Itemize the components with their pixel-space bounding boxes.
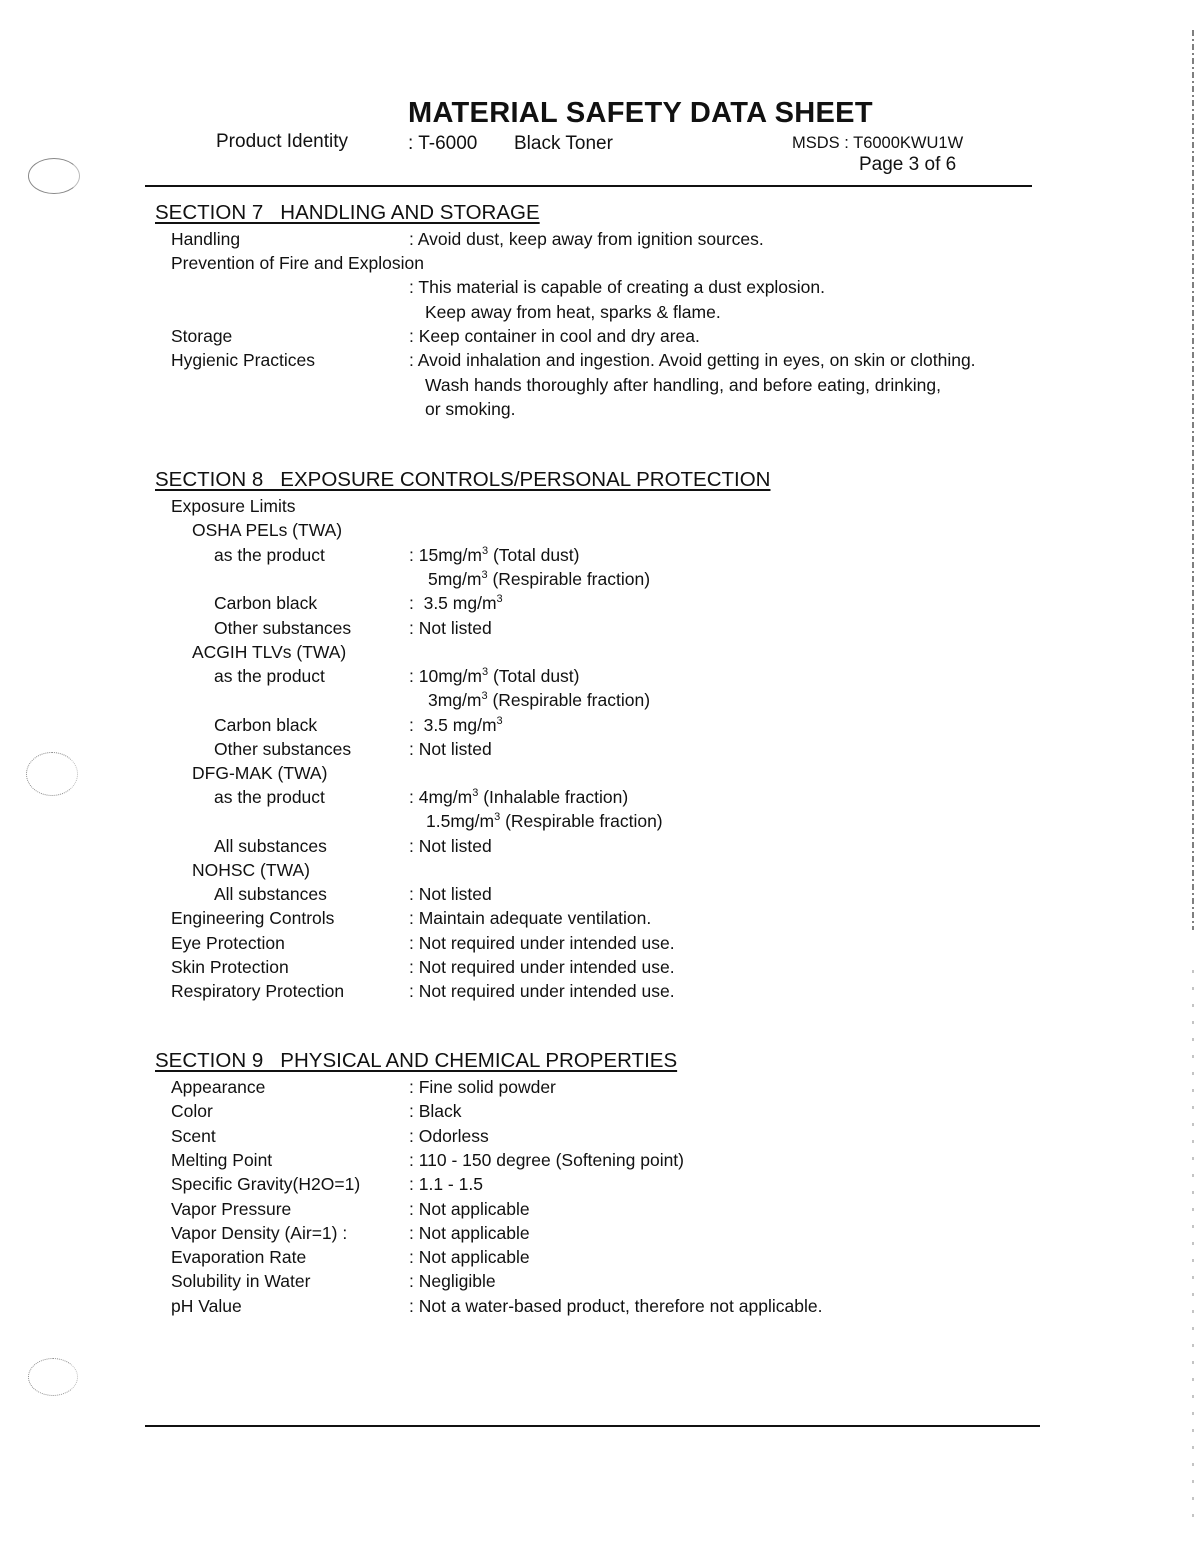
- hygienic-line-2: Wash hands thoroughly after handling, and before eating, drinking,: [425, 375, 941, 395]
- prevention-line-2: Keep away from heat, sparks & flame.: [425, 302, 721, 322]
- punch-hole-bottom: [28, 1358, 78, 1396]
- osha-product-value-2: $5mg/m^3$ (Respirable fraction): [428, 569, 651, 589]
- property-label: Solubility in Water: [171, 1271, 311, 1291]
- section-7-heading: SECTION 7 HANDLING AND STORAGE: [155, 201, 540, 224]
- acgih-carbon-value: : 3.5 $mg/m^3$: [409, 715, 503, 735]
- section-9-heading: SECTION 9 PHYSICAL AND CHEMICAL PROPERTIES: [155, 1049, 678, 1072]
- handling-label: Handling: [171, 229, 241, 249]
- scan-edge-mark: [1179, 30, 1201, 1530]
- product-identity-value: : T-6000: [408, 133, 478, 154]
- hygienic-label: Hygienic Practices: [171, 350, 315, 370]
- acgih-product-value-1: : $10mg/m^3$ (Total dust): [409, 666, 580, 686]
- eye-protection-value: : Not required under intended use.: [409, 933, 675, 953]
- osha-heading: OSHA PELs (TWA): [192, 520, 343, 540]
- property-value: : 1.1 - 1.5: [409, 1174, 483, 1194]
- osha-other-label: Other substances: [214, 618, 352, 638]
- dfg-product-label: as the product: [214, 787, 325, 807]
- property-value: : Not applicable: [409, 1199, 530, 1219]
- page-number: Page 3 of 6: [859, 154, 957, 175]
- property-value: : Odorless: [409, 1126, 489, 1146]
- dfg-all-value: : Not listed: [409, 836, 492, 856]
- property-label: pH Value: [171, 1296, 242, 1316]
- respiratory-protection-value: : Not required under intended use.: [409, 981, 675, 1001]
- acgih-heading: ACGIH TLVs (TWA): [192, 642, 347, 662]
- property-label: Vapor Density (Air=1) :: [171, 1223, 348, 1243]
- skin-protection-label: Skin Protection: [171, 957, 289, 977]
- footer-rule: [145, 1425, 1040, 1427]
- nohsc-all-label: All substances: [214, 884, 327, 904]
- storage-value: : Keep container in cool and dry area.: [409, 326, 700, 346]
- prevention-line-1: : This material is capable of creating a dust explosion.: [409, 277, 826, 297]
- section-8-heading: SECTION 8 EXPOSURE CONTROLS/PERSONAL PROTECTION: [155, 468, 771, 491]
- punch-hole-top: [28, 158, 80, 194]
- osha-product-value-1: : $15mg/m^3$ (Total dust): [409, 545, 580, 565]
- property-value: : Fine solid powder: [409, 1077, 556, 1097]
- nohsc-all-value: : Not listed: [409, 884, 492, 904]
- product-identity-label: Product Identity: [216, 131, 349, 152]
- hygienic-line-3: or smoking.: [425, 399, 516, 419]
- dfg-all-label: All substances: [214, 836, 327, 856]
- document-title: MATERIAL SAFETY DATA SHEET: [408, 97, 873, 129]
- property-value: : Negligible: [409, 1271, 496, 1291]
- msds-number: MSDS : T6000KWU1W: [792, 134, 964, 152]
- engineering-controls-value: : Maintain adequate ventilation.: [409, 908, 652, 928]
- osha-product-label: as the product: [214, 545, 325, 565]
- property-label: Evaporation Rate: [171, 1247, 307, 1267]
- osha-other-value: : Not listed: [409, 618, 492, 638]
- handling-value: : Avoid dust, keep away from ignition sources.: [409, 229, 764, 249]
- dfg-product-value-1: : $4mg/m^3$ (Inhalable fraction): [409, 787, 629, 807]
- acgih-carbon-label: Carbon black: [214, 715, 318, 735]
- storage-label: Storage: [171, 326, 233, 346]
- property-value: : Not applicable: [409, 1247, 530, 1267]
- product-name: Black Toner: [514, 133, 613, 154]
- property-value: : Not applicable: [409, 1223, 530, 1243]
- skin-protection-value: : Not required under intended use.: [409, 957, 675, 977]
- dfg-product-value-2: $1.5mg/m^3$ (Respirable fraction): [426, 811, 663, 831]
- punch-hole-middle: [26, 752, 78, 796]
- acgih-other-label: Other substances: [214, 739, 352, 759]
- nohsc-heading: NOHSC (TWA): [192, 860, 310, 880]
- acgih-other-value: : Not listed: [409, 739, 492, 759]
- engineering-controls-label: Engineering Controls: [171, 908, 335, 928]
- property-value: : Not a water-based product, therefore not applicable.: [409, 1296, 823, 1316]
- property-label: Specific Gravity(H2O=1): [171, 1174, 361, 1194]
- hygienic-line-1: : Avoid inhalation and ingestion. Avoid getting in eyes, on skin or clothing.: [409, 350, 976, 370]
- osha-carbon-value: : 3.5 $mg/m^3$: [409, 593, 503, 613]
- dfg-heading: DFG-MAK (TWA): [192, 763, 328, 783]
- acgih-product-value-2: $3mg/m^3$ (Respirable fraction): [428, 690, 651, 710]
- header-rule: [145, 185, 1032, 187]
- property-label: Color: [171, 1101, 213, 1121]
- exposure-limits-label: Exposure Limits: [171, 496, 296, 516]
- property-label: Melting Point: [171, 1150, 273, 1170]
- property-label: Scent: [171, 1126, 216, 1146]
- property-label: Appearance: [171, 1077, 266, 1097]
- respiratory-protection-label: Respiratory Protection: [171, 981, 345, 1001]
- osha-carbon-label: Carbon black: [214, 593, 318, 613]
- property-value: : 110 - 150 degree (Softening point): [409, 1150, 685, 1170]
- property-value: : Black: [409, 1101, 462, 1121]
- property-label: Vapor Pressure: [171, 1199, 292, 1219]
- acgih-product-label: as the product: [214, 666, 325, 686]
- prevention-label: Prevention of Fire and Explosion: [171, 253, 424, 273]
- eye-protection-label: Eye Protection: [171, 933, 285, 953]
